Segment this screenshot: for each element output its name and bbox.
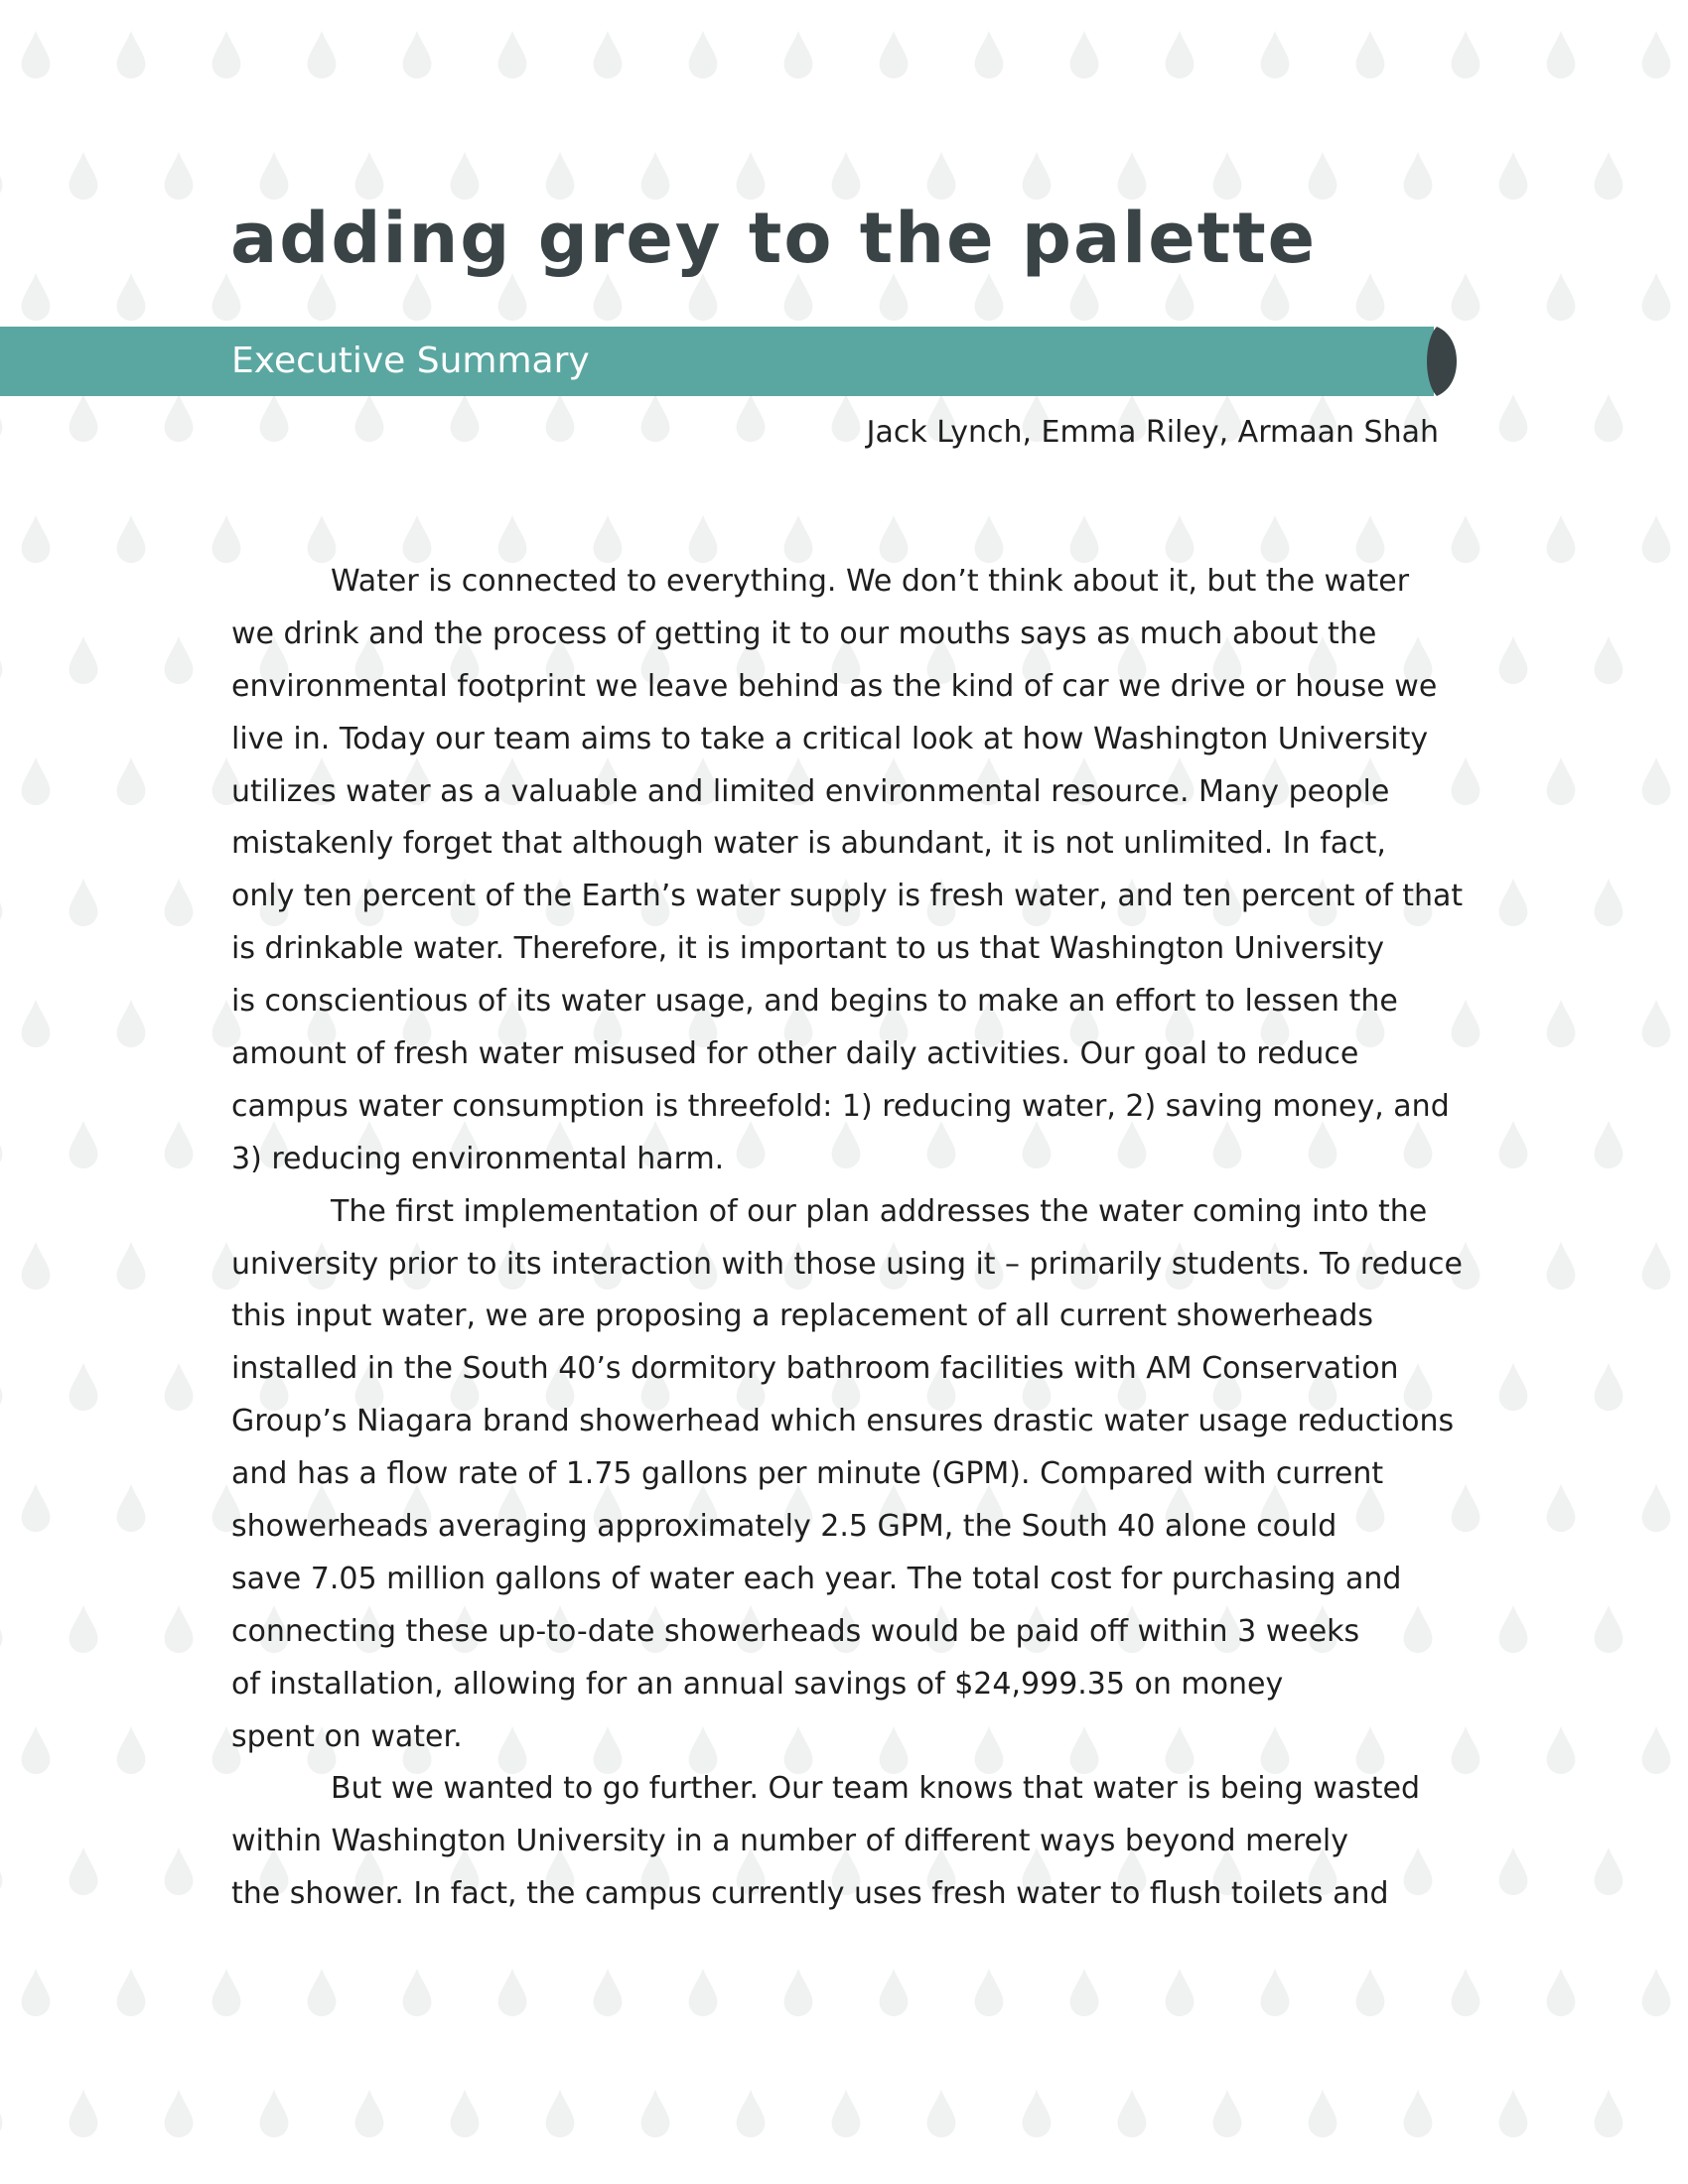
body-line: mistakenly forget that although water is abundant, it is not unlimited. In fact, bbox=[231, 826, 1386, 862]
body-line: we drink and the process of getting it to our mouths says as much about the bbox=[231, 615, 1377, 651]
body-line: is conscientious of its water usage, and begins to make an effort to lessen the bbox=[231, 984, 1398, 1020]
body-line: this input water, we are proposing a replacement of all current showerheads bbox=[231, 1298, 1374, 1334]
body-line: spent on water. bbox=[231, 1718, 463, 1754]
body-line: environmental footprint we leave behind as the kind of car we drive or house we bbox=[231, 668, 1438, 704]
body-line: amount of fresh water misused for other daily activities. Our goal to reduce bbox=[231, 1036, 1359, 1072]
page-title: adding grey to the palette bbox=[230, 198, 1318, 279]
body-line: showerheads averaging approximately 2.5 GPM, the South 40 alone could bbox=[231, 1509, 1337, 1545]
body-line: and has a flow rate of 1.75 gallons per minute (GPM). Compared with current bbox=[231, 1456, 1384, 1492]
section-heading: Executive Summary bbox=[231, 341, 590, 381]
body-line: campus water consumption is threefold: 1) reducing water, 2) saving money, and bbox=[231, 1088, 1450, 1124]
body-line: 3) reducing environmental harm. bbox=[231, 1141, 725, 1176]
banner-cap-icon bbox=[1427, 327, 1457, 396]
body-line: of installation, allowing for an annual savings of $24,999.35 on money bbox=[231, 1666, 1284, 1702]
body-line: save 7.05 million gallons of water each year. The total cost for purchasing and bbox=[231, 1561, 1402, 1596]
body-line: But we wanted to go further. Our team knows that water is being wasted bbox=[331, 1771, 1421, 1807]
body-line: Group’s Niagara brand showerhead which ensures drastic water usage reductions bbox=[231, 1404, 1455, 1439]
body-line: only ten percent of the Earth’s water supply is fresh water, and ten percent of that bbox=[231, 879, 1464, 914]
body-line: university prior to its interaction with those using it – primarily students. To reduce bbox=[231, 1246, 1463, 1282]
section-banner bbox=[0, 327, 1434, 396]
body-text bbox=[231, 556, 1463, 1921]
body-line: is drinkable water. Therefore, it is important to us that Washington University bbox=[231, 931, 1385, 967]
body-line: the shower. In fact, the campus currently uses fresh water to flush toilets and bbox=[231, 1876, 1389, 1912]
body-line: within Washington University in a number of different ways beyond merely bbox=[231, 1824, 1348, 1859]
body-line: The first implementation of our plan addresses the water coming into the bbox=[331, 1193, 1428, 1229]
body-line: Water is connected to everything. We don’t think about it, but the water bbox=[331, 564, 1410, 599]
author-list: Jack Lynch, Emma Riley, Armaan Shah bbox=[866, 415, 1439, 450]
body-line: installed in the South 40’s dormitory bathroom facilities with AM Conservation bbox=[231, 1351, 1399, 1387]
body-line: utilizes water as a valuable and limited environmental resource. Many people bbox=[231, 773, 1390, 809]
body-line: connecting these up-to-date showerheads would be paid off within 3 weeks bbox=[231, 1613, 1360, 1649]
body-line: live in. Today our team aims to take a critical look at how Washington University bbox=[231, 721, 1429, 756]
